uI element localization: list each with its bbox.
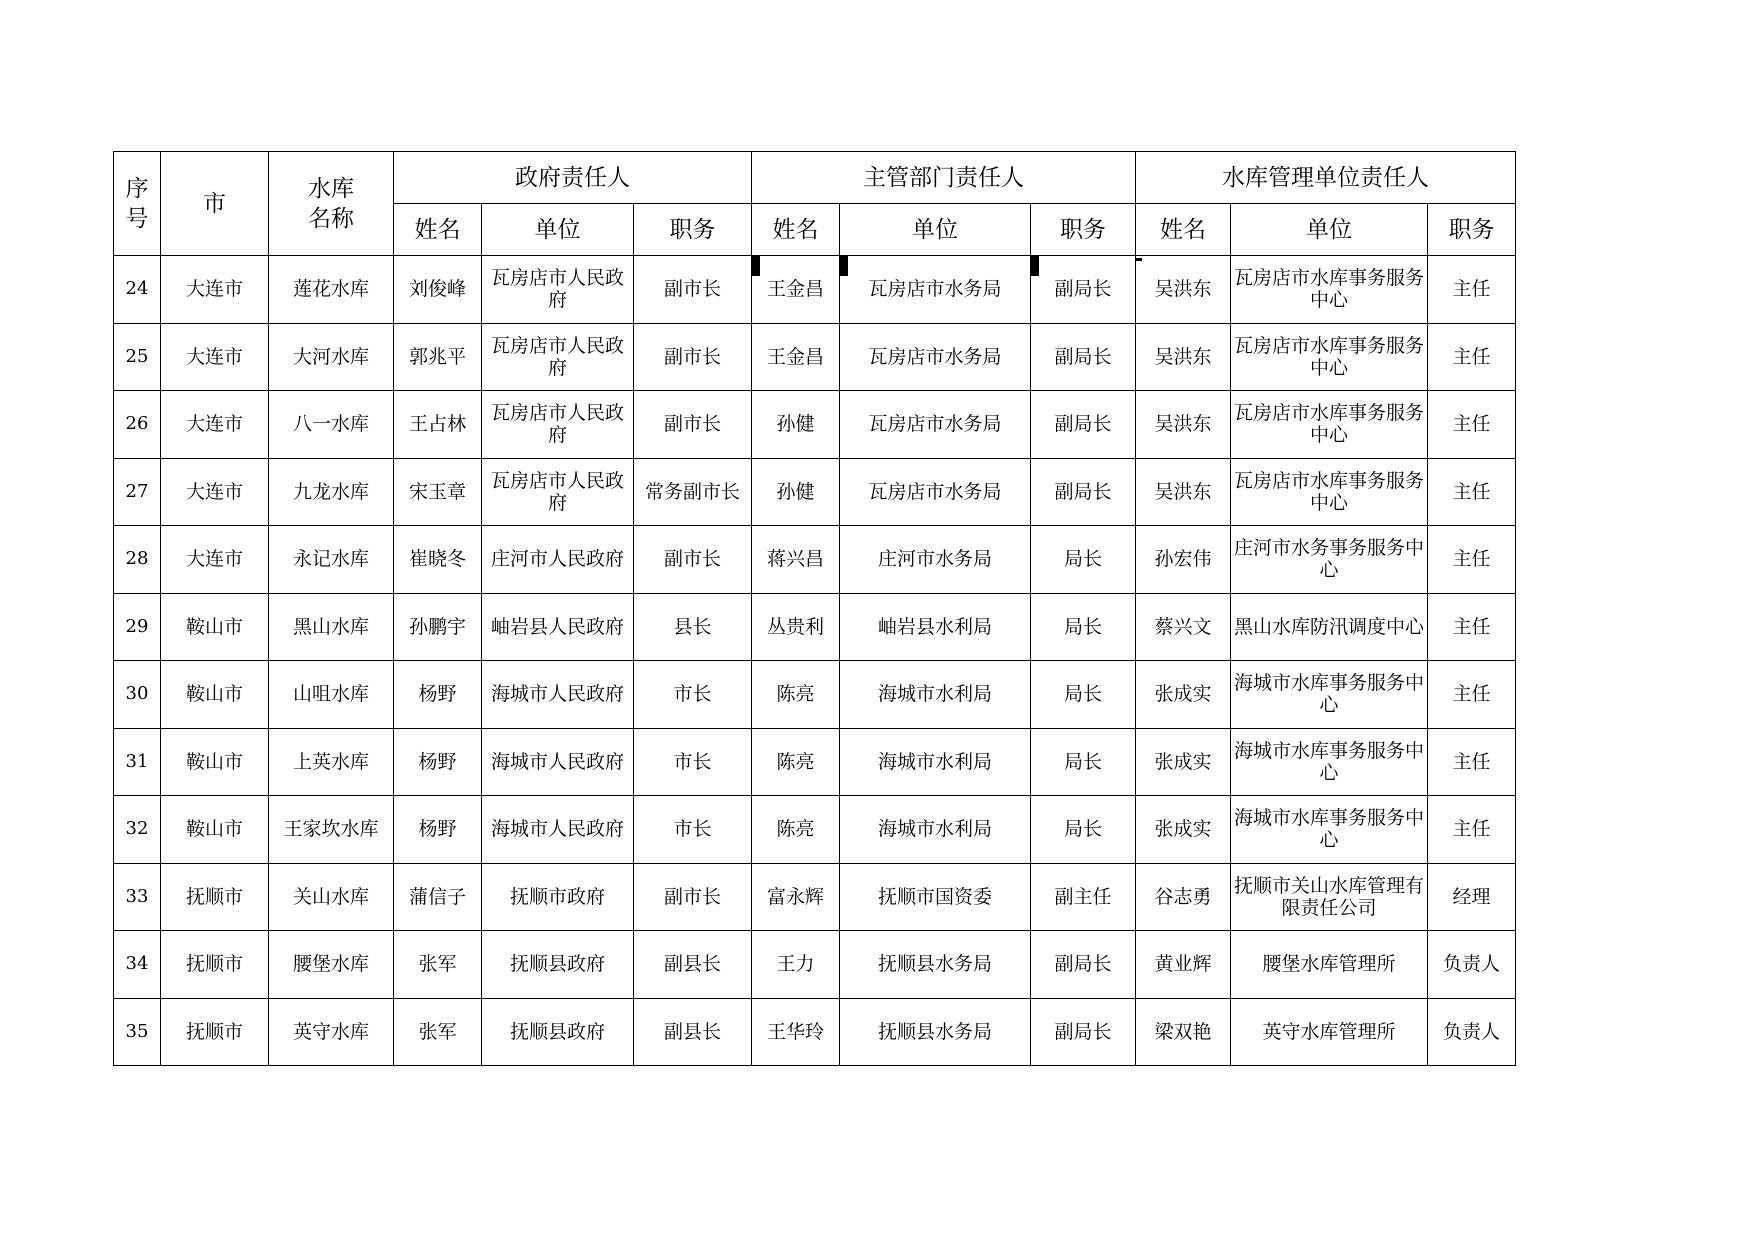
cell-dept-name: 丛贵利 (752, 593, 840, 661)
cell-city: 大连市 (161, 526, 269, 594)
cell-seq: 34 (114, 931, 161, 999)
cell-mgmt-name: 谷志勇 (1136, 863, 1231, 931)
cell-mgmt-name: 张成实 (1136, 796, 1231, 864)
cell-reservoir: 上英水库 (269, 728, 394, 796)
cell-city: 大连市 (161, 391, 269, 459)
cell-dept-name: 富永辉 (752, 863, 840, 931)
cell-dept-unit: 岫岩县水利局 (840, 593, 1031, 661)
cell-gov-name: 杨野 (394, 796, 482, 864)
cell-city: 大连市 (161, 458, 269, 526)
cell-dept-position (1031, 256, 1136, 324)
cell-seq: 35 (114, 998, 161, 1066)
cell-gov-name: 张军 (394, 931, 482, 999)
cell-dept-unit: 海城市水利局 (840, 796, 1031, 864)
header-mgmt-responsible: 水库管理单位责任人 (1136, 152, 1516, 204)
cell-mgmt-unit: 英守水库管理所 (1231, 998, 1428, 1066)
cell-seq: 24 (114, 256, 161, 324)
table-row (114, 391, 1516, 459)
cell-mgmt-position: 负责人 (1428, 998, 1516, 1066)
cell-mgmt-position: 负责人 (1428, 931, 1516, 999)
cell-reservoir: 关山水库 (269, 863, 394, 931)
cell-dept-unit: 海城市水利局 (840, 661, 1031, 729)
header-reservoir: 水库名称 (269, 152, 394, 256)
cell-gov-position: 市长 (634, 796, 752, 864)
cell-mgmt-position: 主任 (1428, 323, 1516, 391)
cell-dept-name: 陈亮 (752, 796, 840, 864)
cell-dept-position: 局长 (1031, 796, 1136, 864)
cell-dept-position: 副局长 (1031, 391, 1136, 459)
cell-mgmt-unit: 瓦房店市水库事务服务中心 (1231, 323, 1428, 391)
cell-mgmt-name (1136, 256, 1231, 324)
cell-dept-name-text: 王金昌 (766, 278, 824, 301)
cell-gov-position: 市长 (634, 728, 752, 796)
cell-mgmt-name: 吴洪东 (1136, 323, 1231, 391)
cell-dept-unit: 瓦房店市水务局 (840, 458, 1031, 526)
cell-dept-position: 局长 (1031, 661, 1136, 729)
cell-dept-unit: 抚顺县水务局 (840, 931, 1031, 999)
cell-seq: 26 (114, 391, 161, 459)
cell-dept-name: 王力 (752, 931, 840, 999)
cell-mgmt-unit: 黑山水库防汛调度中心 (1231, 593, 1428, 661)
cell-gov-name: 杨野 (394, 661, 482, 729)
cell-mgmt-unit: 瓦房店市水库事务服务中心 (1231, 256, 1428, 324)
cell-mgmt-name: 张成实 (1136, 661, 1231, 729)
cell-mgmt-unit: 瓦房店市水库事务服务中心 (1231, 391, 1428, 459)
cell-mgmt-name-text: 吴洪东 (1154, 278, 1212, 301)
cell-dept-name: 陈亮 (752, 661, 840, 729)
cell-mgmt-position: 主任 (1428, 458, 1516, 526)
cell-city: 鞍山市 (161, 796, 269, 864)
cell-dept-unit: 瓦房店市水务局 (840, 323, 1031, 391)
cell-dept-unit (840, 256, 1031, 324)
header-gov-position: 职务 (634, 204, 752, 256)
cell-gov-position: 常务副市长 (634, 458, 752, 526)
cell-gov-position: 副市长 (634, 256, 752, 324)
header-gov-name: 姓名 (394, 204, 482, 256)
cell-mgmt-position: 主任 (1428, 593, 1516, 661)
cell-reservoir: 莲花水库 (269, 256, 394, 324)
cell-dept-unit: 庄河市水务局 (840, 526, 1031, 594)
table-row (114, 526, 1516, 594)
cell-city: 抚顺市 (161, 931, 269, 999)
cell-marker (1031, 256, 1039, 276)
cell-mgmt-unit: 腰堡水库管理所 (1231, 931, 1428, 999)
cell-dept-unit: 抚顺市国资委 (840, 863, 1031, 931)
cell-mgmt-position: 主任 (1428, 526, 1516, 594)
cell-seq: 29 (114, 593, 161, 661)
cell-dept-name: 陈亮 (752, 728, 840, 796)
cell-reservoir: 山咀水库 (269, 661, 394, 729)
cell-mgmt-unit: 海城市水库事务服务中心 (1231, 661, 1428, 729)
cell-dept-name: 王华玲 (752, 998, 840, 1066)
cell-city: 鞍山市 (161, 728, 269, 796)
cell-seq: 32 (114, 796, 161, 864)
table-row (114, 458, 1516, 526)
cell-reservoir: 永记水库 (269, 526, 394, 594)
header-dept-position: 职务 (1031, 204, 1136, 256)
cell-dept-unit: 海城市水利局 (840, 728, 1031, 796)
cell-gov-unit: 庄河市人民政府 (482, 526, 634, 594)
cell-seq: 28 (114, 526, 161, 594)
cell-gov-unit: 瓦房店市人民政府 (482, 323, 634, 391)
cell-gov-name: 杨野 (394, 728, 482, 796)
cell-dept-name (752, 256, 840, 324)
cell-gov-unit: 海城市人民政府 (482, 728, 634, 796)
cell-dept-name: 蒋兴昌 (752, 526, 840, 594)
cell-seq: 31 (114, 728, 161, 796)
cell-mgmt-unit: 庄河市水务事务服务中心 (1231, 526, 1428, 594)
cell-gov-position: 副县长 (634, 931, 752, 999)
cell-gov-unit: 瓦房店市人民政府 (482, 391, 634, 459)
cell-dept-unit-text: 瓦房店市水务局 (868, 278, 1002, 301)
cell-reservoir: 九龙水库 (269, 458, 394, 526)
cell-gov-position: 副市长 (634, 526, 752, 594)
cell-city: 大连市 (161, 256, 269, 324)
cell-reservoir: 腰堡水库 (269, 931, 394, 999)
cell-gov-unit: 抚顺县政府 (482, 931, 634, 999)
cell-seq: 25 (114, 323, 161, 391)
cell-seq: 27 (114, 458, 161, 526)
cell-dept-name: 王金昌 (752, 323, 840, 391)
cell-reservoir: 八一水库 (269, 391, 394, 459)
cell-gov-unit: 海城市人民政府 (482, 796, 634, 864)
cell-mgmt-name: 孙宏伟 (1136, 526, 1231, 594)
cell-gov-name: 王占林 (394, 391, 482, 459)
cell-dept-position: 副局长 (1031, 458, 1136, 526)
cell-mgmt-unit: 海城市水库事务服务中心 (1231, 728, 1428, 796)
cell-dept-position: 局长 (1031, 526, 1136, 594)
cell-city: 抚顺市 (161, 863, 269, 931)
table-row (114, 256, 1516, 324)
header-city: 市 (161, 152, 269, 256)
cell-gov-position: 副市长 (634, 323, 752, 391)
cell-mgmt-position: 主任 (1428, 728, 1516, 796)
header-gov-responsible: 政府责任人 (394, 152, 752, 204)
cell-city: 鞍山市 (161, 661, 269, 729)
cell-seq: 30 (114, 661, 161, 729)
header-dept-responsible: 主管部门责任人 (752, 152, 1136, 204)
cell-mgmt-unit: 瓦房店市水库事务服务中心 (1231, 458, 1428, 526)
cell-gov-position: 副市长 (634, 863, 752, 931)
cell-dept-position: 副局长 (1031, 931, 1136, 999)
cell-gov-unit: 瓦房店市人民政府 (482, 256, 634, 324)
cell-gov-name: 孙鹏宇 (394, 593, 482, 661)
cell-gov-name: 崔晓冬 (394, 526, 482, 594)
cell-gov-unit: 抚顺县政府 (482, 998, 634, 1066)
cell-gov-position: 县长 (634, 593, 752, 661)
cell-dept-position: 副局长 (1031, 323, 1136, 391)
cell-gov-name: 郭兆平 (394, 323, 482, 391)
cell-mgmt-position: 主任 (1428, 661, 1516, 729)
table-row (114, 728, 1516, 796)
header-mgmt-name: 姓名 (1136, 204, 1231, 256)
cell-mgmt-name: 吴洪东 (1136, 391, 1231, 459)
table-row (114, 661, 1516, 729)
cell-marker (752, 256, 760, 276)
cell-gov-position: 副县长 (634, 998, 752, 1066)
cell-mgmt-unit: 海城市水库事务服务中心 (1231, 796, 1428, 864)
cell-reservoir: 英守水库 (269, 998, 394, 1066)
cell-gov-name: 宋玉章 (394, 458, 482, 526)
header-seq: 序号 (114, 152, 161, 256)
cell-gov-name: 刘俊峰 (394, 256, 482, 324)
cell-mgmt-position: 主任 (1428, 796, 1516, 864)
cell-dept-unit: 抚顺县水务局 (840, 998, 1031, 1066)
cell-gov-unit: 抚顺市政府 (482, 863, 634, 931)
header-mgmt-unit: 单位 (1231, 204, 1428, 256)
table-row (114, 931, 1516, 999)
cell-marker (1136, 258, 1142, 261)
cell-dept-position-text: 副局长 (1054, 278, 1112, 301)
cell-gov-unit: 瓦房店市人民政府 (482, 458, 634, 526)
cell-city: 鞍山市 (161, 593, 269, 661)
table-body (114, 256, 1516, 1066)
cell-mgmt-name: 蔡兴文 (1136, 593, 1231, 661)
cell-gov-position: 副市长 (634, 391, 752, 459)
cell-reservoir: 大河水库 (269, 323, 394, 391)
table-row (114, 593, 1516, 661)
cell-dept-unit: 瓦房店市水务局 (840, 391, 1031, 459)
cell-city: 抚顺市 (161, 998, 269, 1066)
table-row (114, 998, 1516, 1066)
header-gov-unit: 单位 (482, 204, 634, 256)
table-header (114, 152, 1516, 256)
cell-reservoir: 王家坎水库 (269, 796, 394, 864)
cell-mgmt-name: 张成实 (1136, 728, 1231, 796)
cell-mgmt-position: 主任 (1428, 256, 1516, 324)
table-row (114, 323, 1516, 391)
cell-dept-position: 局长 (1031, 728, 1136, 796)
cell-seq: 33 (114, 863, 161, 931)
cell-dept-position: 副局长 (1031, 998, 1136, 1066)
cell-gov-name: 张军 (394, 998, 482, 1066)
header-dept-name: 姓名 (752, 204, 840, 256)
cell-reservoir: 黑山水库 (269, 593, 394, 661)
header-mgmt-position: 职务 (1428, 204, 1516, 256)
reservoir-responsibility-table-container (113, 151, 1516, 1066)
cell-dept-name: 孙健 (752, 458, 840, 526)
header-dept-unit: 单位 (840, 204, 1031, 256)
cell-dept-name: 孙健 (752, 391, 840, 459)
cell-dept-position: 局长 (1031, 593, 1136, 661)
cell-dept-position: 副主任 (1031, 863, 1136, 931)
table-row (114, 863, 1516, 931)
header-row-groups (114, 152, 1516, 204)
cell-gov-position: 市长 (634, 661, 752, 729)
cell-gov-name: 蒲信子 (394, 863, 482, 931)
cell-mgmt-name: 梁双艳 (1136, 998, 1231, 1066)
cell-marker (840, 256, 848, 276)
cell-mgmt-name: 黄业辉 (1136, 931, 1231, 999)
cell-city: 大连市 (161, 323, 269, 391)
cell-mgmt-position: 经理 (1428, 863, 1516, 931)
cell-mgmt-position: 主任 (1428, 391, 1516, 459)
cell-gov-unit: 海城市人民政府 (482, 661, 634, 729)
cell-mgmt-name: 吴洪东 (1136, 458, 1231, 526)
cell-mgmt-unit: 抚顺市关山水库管理有限责任公司 (1231, 863, 1428, 931)
table-row (114, 796, 1516, 864)
cell-gov-unit: 岫岩县人民政府 (482, 593, 634, 661)
reservoir-responsibility-table (113, 151, 1516, 1066)
